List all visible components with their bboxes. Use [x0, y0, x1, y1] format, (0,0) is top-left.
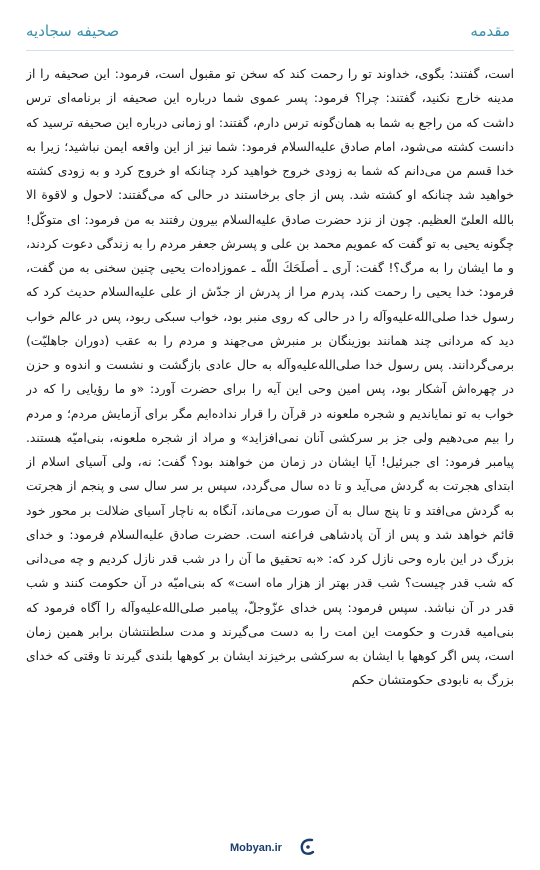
book-title: صحیفه سجادیه: [26, 22, 120, 40]
site-logo-text[interactable]: Mobyan.ir: [230, 842, 282, 854]
section-title: مقدمه: [470, 22, 510, 40]
body-paragraph: است، گفتند: بگوی، خداوند تو را رحمت کند که سخن تو مقبول است، فرمود: این صحیفه را از مدینه خارج نکنید، گفتند: چرا؟ فرمود: پسر عموی شما درباره این صحیفه از برنامه‌ای ترس داشت که من راجع به شما به همان‌گونه ترس دارم، گفتند: او زمانی درباره این صحیفه ترسید که دانست کشته می‌شود، امام صادق علیه‌السلام فرمود: شما نیز از این واقعه ایمن نباشید؛ زیرا به خدا قسم من می‌دانم که شما به زودی خروج خواهید کرد چنانکه او خروج کرد و به زودی کشته خواهید شد چنانکه او کشته شد. پس از جای برخاستند در حالی که می‌گفتند: لاحول و لاقوة الا بالله العلیّ العظیم. چون از نزد حضرت صادق علیه‌السلام بیرون رفتند به من فرمود: ای متوکّل! چگونه یحیی به تو گفت که عمویم محمد بن علی و پسرش جعفر مردم را به زندگی دعوت کردند، و ما ایشان را به مرگ؟! گفت: آری ـ أصلَحَكَ اللّه ـ عموزاده‌ات یحیی چنین سخنی به من گفت، فرمود: خدا یحیی را رحمت کند، پدرم مرا از پدرش از جدّش از علی علیه‌السلام حدیث کرد که رسول خدا صلی‌الله‌علیه‌وآله را در حالی که روی منبر بود، خواب سبکی ربود، پس در عالم خواب دید که مردانی چند همانند بوزینگان بر منبرش می‌جهند و مردم را به عقب (دوران جاهلیّت) برمی‌گردانند. پس رسول خدا صلی‌الله‌علیه‌وآله به حال عادی بازگشت و نشست و اندوه و حزن در چهره‌اش آشکار بود، پس امین وحی این آیه را برای حضرت آورد: «و ما رؤیایی را که در خواب به تو نمایاندیم و شجره ملعونه در قرآن را قرار نداده‌ایم مگر برای آزمایش مردم؛ و مردم را بیم می‌دهیم ولی جز بر سرکشی آنان نمی‌افزاید» و مراد از شجره ملعونه، بنی‌امیّه هستند. پیامبر فرمود: ای جبرئیل! آیا ایشان در زمان من خواهند بود؟ گفت: نه، ولی آسیای اسلام از ابتدای هجرتت به گردش می‌آید و تا ده سال می‌گردد، سپس بر سر سال سی و پنجم از هجرتت به گردش می‌افتد و تا پنج سال به آن صورت می‌ماند، آنگاه به ناچار آسیای ضلالت بر محور خود قائم خواهد شد و پس از آن پادشاهی فراعنه است. حضرت صادق علیه‌السلام فرمود: و خدای بزرگ در این باره وحی نازل کرد که: «به تحقیق ما آن را در شب قدر نازل کردیم و چه می‌دانی که شب قدر چیست؟ شب قدر بهتر از هزار ماه است» که بنی‌امیّه در آن حکومت کنند و شب قدر در آن نباشد. سپس فرمود: پس خدای عزّوجلّ، پیامبر صلی‌الله‌علیه‌وآله را آگاه فرمود که بنی‌امیه قدرت و حکومت این امت را به دست می‌گیرند و مدت سلطنتشان برابر همین زمان است، پس اگر کوهها با ایشان به سرکشی برخیزند ایشان بر کوهها بلندی گیرند تا وقتی که خدای بزرگ به نابودی حکومتشان حکم: [26, 67, 514, 688]
page-footer: [0, 836, 540, 864]
page-header: [0, 0, 540, 52]
main-text: [26, 62, 514, 832]
header-divider: [26, 50, 514, 51]
site-logo-icon: [298, 836, 316, 858]
